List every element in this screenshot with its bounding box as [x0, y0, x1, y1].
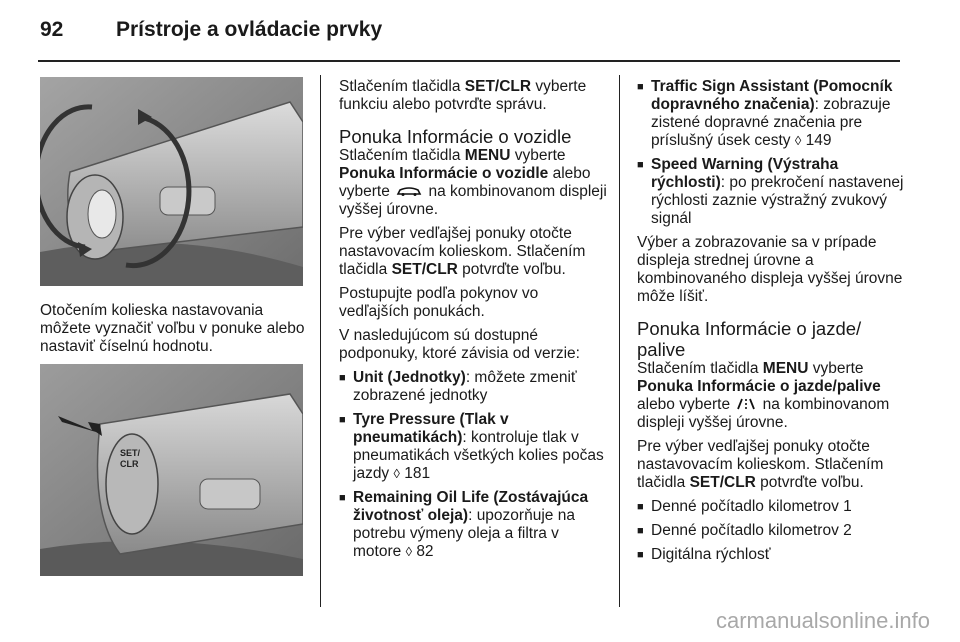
section-heading-vehicle-info: Ponuka Informácie o vozidle [339, 126, 572, 147]
watermark: carmanualsonline.info [715, 608, 930, 633]
list-item: ■ Traffic Sign Assistant (Pomocník dopravného značenia): zobrazuje zistené dopravné značenia pre príslušný úsek cesty ◊ 149 [637, 78, 907, 150]
list-item: ■ Digitálna rýchlosť [637, 546, 907, 564]
photo-adjuster-wheel-rotate [40, 77, 303, 286]
list-item: ■ Speed Warning (Výstraha rýchlosti): po prekročení nastavenej rýchlosti zaznie výstražný zvukový signál [637, 156, 907, 228]
page-reference-icon: ◊ [393, 466, 400, 481]
page-number: 92 [40, 18, 64, 41]
section-heading-trip-fuel: Ponuka Informácie o jazde/ palive [637, 318, 862, 360]
list-item: ■ Remaining Oil Life (Zostávajúca životnosť oleja): upozorňuje na potrebu výmeny oleja a filtra v motore ◊ 82 [339, 489, 609, 561]
paragraph-submenu-select: Pre výber vedľajšej ponuky otočte nastavovacím kolieskom. Stlačením tlačidla SET/CLR potvrďte voľbu. [339, 225, 586, 278]
page-reference-icon: ◊ [405, 544, 412, 559]
list-item: ■ Denné počítadlo kilometrov 1 [637, 498, 907, 516]
right-column [637, 78, 907, 570]
paragraph-display-note: Výber a zobrazovanie sa v prípade displeja strednej úrovne a kombinovaného displeja vyššej úrovne môže líšiť. [637, 234, 903, 305]
page-title: Prístroje a ovládacie prvky [116, 18, 383, 41]
paragraph-follow: Postupujte podľa pokynov vo vedľajších ponukách. [339, 285, 539, 320]
paragraph-menu-trip: Stlačením tlačidla MENU vyberte Ponuka Informácie o jazde/palive alebo vyberte na kombinovanom displeji vyššej úrovne. [637, 360, 890, 431]
page-reference[interactable]: 149 [805, 132, 832, 149]
paragraph-menu: Stlačením tlačidla MENU vyberte Ponuka Informácie o vozidle alebo vyberte na kombinovanom displeji vyššej úrovne. [339, 147, 607, 218]
column-divider-right [619, 75, 620, 607]
page-reference-icon: ◊ [794, 133, 802, 148]
page-reference[interactable]: 82 [416, 543, 434, 560]
column-divider-left [320, 75, 321, 607]
paragraph-submenus: V nasledujúcom sú dostupné podponuky, ktoré závisia od verzie: [339, 327, 580, 362]
road-icon [736, 398, 756, 410]
car-icon [396, 186, 422, 197]
list-item: ■ Unit (Jednotky): môžete zmeniť zobrazené jednotky [339, 369, 609, 405]
trip-submenu-list [637, 498, 907, 564]
page-header [40, 18, 382, 42]
set-label-top: SET/ [120, 448, 141, 458]
page-reference[interactable]: 181 [404, 465, 431, 482]
submenu-list [339, 369, 609, 561]
photo-caption: Otočením kolieska nastavovania môžete vyznačiť voľbu v ponuke alebo nastaviť číselnú hodnotu. [40, 302, 305, 355]
photo-set-clr-button-press [40, 364, 303, 576]
header-rule [38, 60, 900, 62]
set-label-bottom: CLR [120, 459, 139, 469]
paragraph-set-clr: Stlačením tlačidla SET/CLR vyberte funkciu alebo potvrďte správu. [339, 78, 587, 113]
list-item: ■ Tyre Pressure (Tlak v pneumatikách): kontroluje tlak v pneumatikách všetkých kolies počas jazdy ◊ 181 [339, 411, 609, 483]
middle-column [339, 78, 609, 567]
paragraph-submenu-select-trip: Pre výber vedľajšej ponuky otočte nastavovacím kolieskom. Stlačením tlačidla SET/CLR potvrďte voľbu. [637, 438, 884, 491]
list-item: ■ Denné počítadlo kilometrov 2 [637, 522, 907, 540]
submenu-list-continued [637, 78, 907, 228]
